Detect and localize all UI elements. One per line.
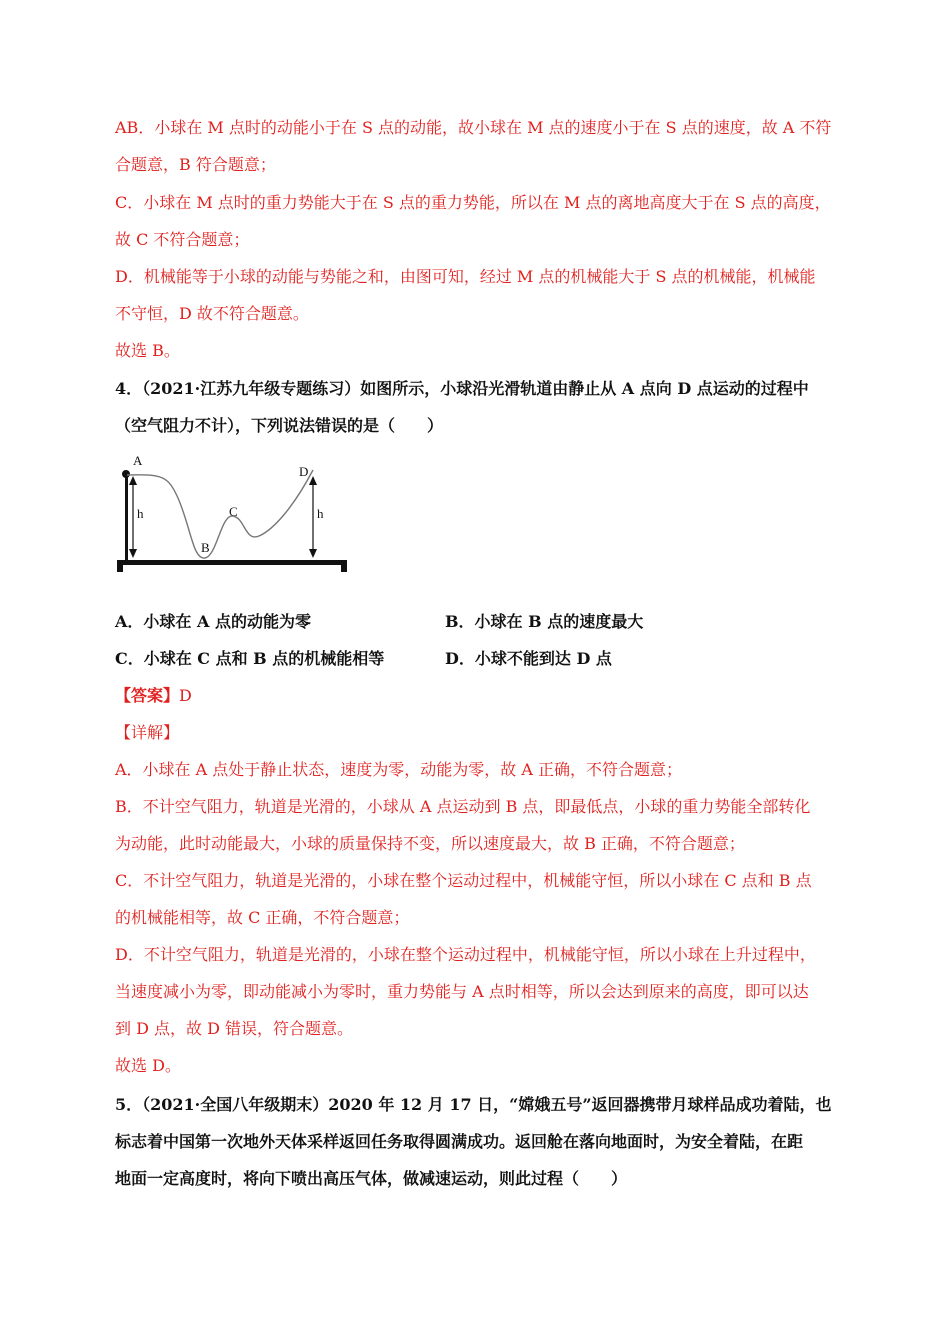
label-h-right: h <box>317 506 324 521</box>
q4-option-a: A．小球在 A 点的动能为零 <box>115 612 311 631</box>
q4-explain-line: B．不计空气阻力，轨道是光滑的，小球从 A 点运动到 B 点，即最低点，小球的重力势能全部转化 <box>115 797 811 816</box>
q5-stem-line: 标志着中国第一次地外天体采样返回任务取得圆满成功。返回舱在落向地面时，为安全着陆，在距 <box>115 1132 804 1151</box>
label-c: C <box>229 504 238 519</box>
q4-conclusion: 故选 D。 <box>115 1056 181 1075</box>
track-diagram <box>113 448 353 576</box>
ground-bar <box>117 560 347 565</box>
detail-tag: 【详解】 <box>115 723 180 742</box>
q3-explain-line: 故 C 不符合题意； <box>115 230 250 249</box>
track-curve <box>127 470 313 558</box>
q3-explain-line: D．机械能等于小球的动能与势能之和，由图可知，经过 M 点的机械能大于 S 点的机械能，机械能 <box>115 267 816 286</box>
q4-explain-line: 为动能，此时动能最大，小球的质量保持不变，所以速度最大，故 B 正确，不符合题意； <box>115 834 745 853</box>
q3-explain-line: 合题意，B 符合题意； <box>115 155 276 174</box>
q4-option-b: B．小球在 B 点的速度最大 <box>445 612 644 631</box>
answer-tag: 【答案】 <box>115 686 180 705</box>
q4-explain-line: 当速度减小为零，即动能减小为零时，重力势能与 A 点时相等，所以会达到原来的高度，即可以达 <box>115 982 809 1001</box>
label-d: D <box>299 464 309 479</box>
q4-option-d: D．小球不能到达 D 点 <box>445 649 612 668</box>
left-post <box>125 472 128 562</box>
answer-value: D <box>179 686 192 705</box>
ground-foot <box>117 560 123 572</box>
ground-foot <box>341 560 347 572</box>
label-h-left: h <box>137 506 144 521</box>
q4-explain-line: D．不计空气阻力，轨道是光滑的，小球在整个运动过程中，机械能守恒，所以小球在上升过程中， <box>115 945 816 964</box>
q4-option-c: C．小球在 C 点和 B 点的机械能相等 <box>115 649 385 668</box>
q3-explain-line: AB．小球在 M 点时的动能小于在 S 点的动能，故小球在 M 点的速度小于在 S 点的速度，故 A 不符 <box>115 118 832 137</box>
q3-conclusion: 故选 B。 <box>115 341 180 360</box>
ball-icon <box>122 470 130 478</box>
q4-stem-line: 4．（2021·江苏九年级专题练习）如图所示，小球沿光滑轨道由静止从 A 点向 D 点运动的过程中 <box>115 379 809 398</box>
q4-explain-line: 的机械能相等，故 C 正确，不符合题意； <box>115 908 410 927</box>
q4-stem-line: （空气阻力不计），下列说法错误的是（ ） <box>115 416 444 435</box>
q4-explain-line: A．小球在 A 点处于静止状态，速度为零，动能为零，故 A 正确，不符合题意； <box>115 760 683 779</box>
label-a: A <box>133 453 143 468</box>
q3-explain-line: 不守恒，D 故不符合题意。 <box>115 304 309 323</box>
q5-stem-line: 5．（2021·全国八年级期末）2020 年 12 月 17 日，“嫦娥五号”返回器携带月球样品成功着陆，也 <box>115 1095 832 1114</box>
label-b: B <box>201 540 210 555</box>
q5-stem-line: 地面一定高度时，将向下喷出高压气体，做减速运动，则此过程（ ） <box>115 1169 628 1188</box>
q4-explain-line: C．不计空气阻力，轨道是光滑的，小球在整个运动过程中，机械能守恒，所以小球在 C 点和 B 点 <box>115 871 812 890</box>
q3-explain-line: C．小球在 M 点时的重力势能大于在 S 点的重力势能，所以在 M 点的离地高度大于在 S 点的高度， <box>115 193 831 212</box>
q4-answer <box>115 685 845 707</box>
q4-explain-line: 到 D 点，故 D 错误，符合题意。 <box>115 1019 354 1038</box>
